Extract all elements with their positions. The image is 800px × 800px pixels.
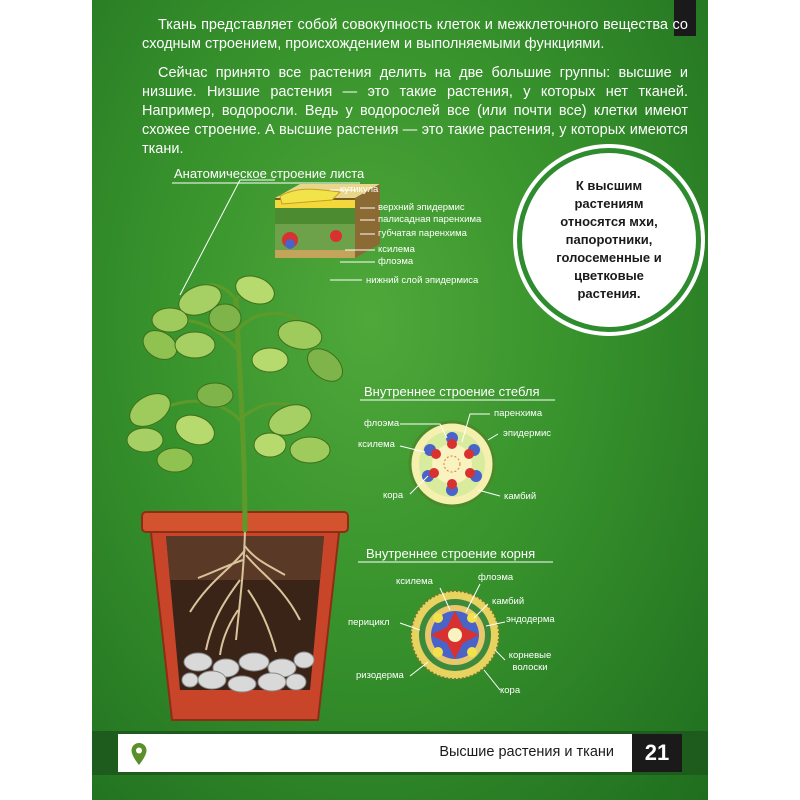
section-title: Высшие растения и ткани	[439, 744, 614, 760]
leaf-label-phloem: флоэма	[378, 256, 414, 267]
root-label-cambium: камбий	[492, 596, 525, 607]
root-label-phloem: флоэма	[478, 572, 514, 583]
stem-label-parenchyma: паренхима	[494, 408, 543, 419]
intro-paragraph-1: Ткань представляет собой совокупность клеток и межклеточного вещества со сходным строением, происхождением и выполняемыми функциями.	[142, 17, 688, 52]
leaf-cross-section	[275, 184, 380, 258]
intro-paragraph-2: Сейчас принято все растения делить на две большие группы: высшие и низшие. Низшие растения — это такие растения, у которых нет тканей. Например, водоросли. Ведь у водорослей все (или почти все) клетки имеют схожее строение. А высшие растения — это такие растения, у которых имеются ткани.	[142, 65, 688, 157]
location-pin-icon	[130, 742, 148, 766]
stem-diagram-title: Внутреннее строение стебля	[364, 384, 540, 399]
leaf-label-palisade: палисадная паренхима	[378, 214, 482, 225]
stem-label-cambium: камбий	[504, 491, 537, 502]
stem-cross-section	[410, 422, 494, 506]
stem-label-epidermis: эпидермис	[503, 428, 551, 439]
footer-title-bar	[118, 734, 632, 772]
root-label-xylem: ксилема	[396, 576, 433, 587]
stem-label-xylem: ксилема	[358, 439, 395, 450]
leaf-label-upper-epidermis: верхний эпидермис	[378, 202, 465, 213]
leaf-label-xylem: ксилема	[378, 244, 415, 255]
stem-label-phloem: флоэма	[364, 418, 400, 429]
leaf-label-cuticle: кутикула	[340, 184, 379, 195]
root-label-rhizodermis: ризодерма	[356, 670, 404, 681]
root-label-endodermis: эндодерма	[506, 614, 555, 625]
page-number: 21	[632, 734, 682, 772]
stem-label-cortex: кора	[383, 490, 404, 501]
callout-text: К высшим растениям относятся мхи, папоротники, голосеменные и цветковые растения.	[556, 178, 662, 301]
root-label-cortex: кора	[500, 685, 521, 696]
root-label-root-hairs: корневые волоски	[508, 650, 552, 673]
higher-plants-callout	[517, 148, 701, 332]
leaf-label-spongy: губчатая паренхима	[378, 228, 467, 239]
root-label-pericycle: перицикл	[348, 617, 390, 628]
leaf-diagram-title: Анатомическое строение листа	[174, 166, 365, 181]
leaf-label-lower-epidermis: нижний слой эпидермиса	[366, 275, 479, 286]
root-diagram-title: Внутреннее строение корня	[366, 546, 536, 561]
flower-pot	[142, 512, 348, 720]
root-cross-section	[411, 591, 499, 679]
